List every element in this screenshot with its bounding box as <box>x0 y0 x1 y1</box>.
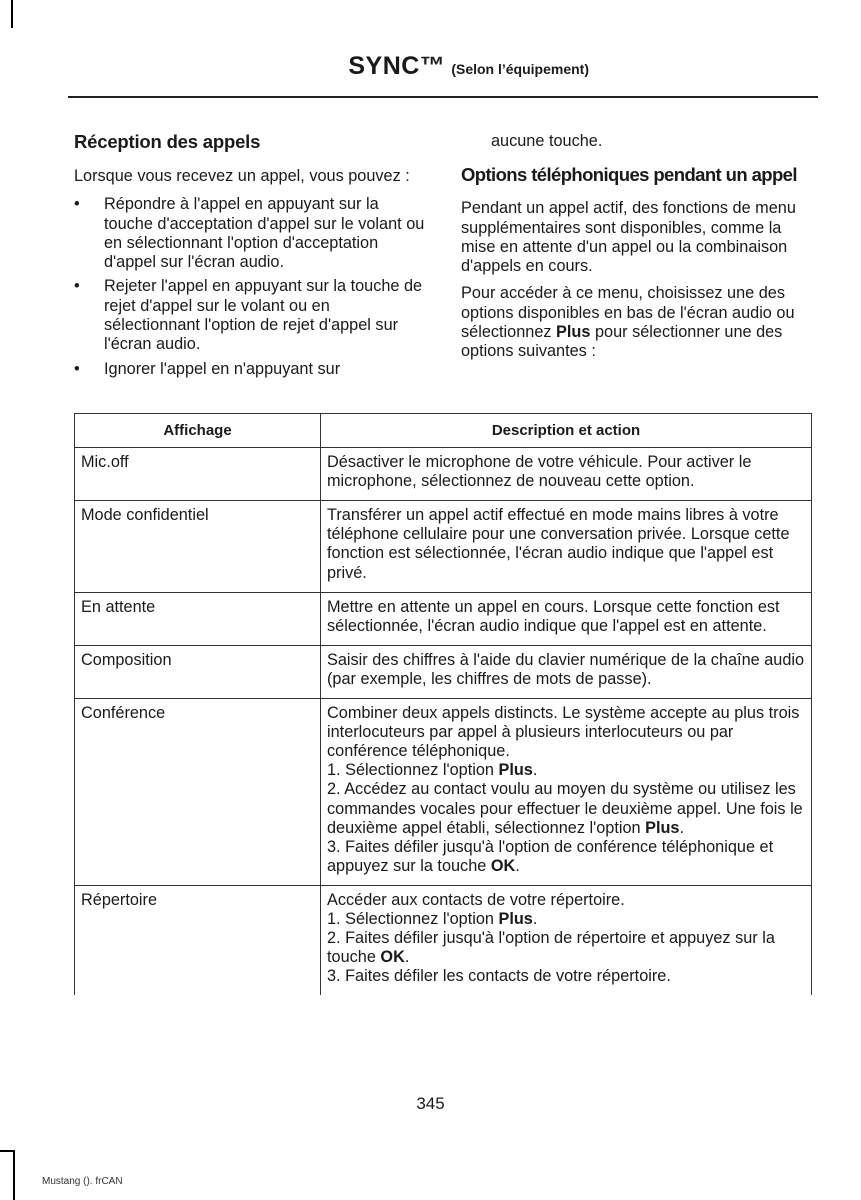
description-step: 3. Faites défiler jusqu'à l'option de conférence téléphonique et appuyez sur la touche OK. <box>327 837 774 875</box>
table-cell-description <box>321 885 812 995</box>
table-row <box>75 699 812 886</box>
table-cell-description: Transférer un appel actif effectué en mode mains libres à votre téléphone cellulaire pour une conversation privée. Lorsque cette fonction est sélectionnée, l'écran audio indique que l'appel est privé. <box>321 501 812 592</box>
list-item-text: Rejeter l'appel en appuyant sur la touche de rejet d'appel sur le volant ou en sélectionnant l'option de rejet d'appel sur l'écran audio. <box>104 277 423 354</box>
header-subtitle: (Selon l’équipement) <box>451 61 589 77</box>
section-heading-reception: Réception des appels <box>74 131 261 152</box>
intro-paragraph: Lorsque vous recevez un appel, vous pouvez : <box>74 167 410 185</box>
list-item <box>74 360 430 379</box>
table-cell-description: Désactiver le microphone de votre véhicule. Pour activer le microphone, sélectionnez de nouveau cette option. <box>321 448 812 501</box>
plus-keyword: Plus <box>645 818 680 837</box>
page-header <box>0 52 589 81</box>
continuation-text: aucune touche. <box>491 132 603 150</box>
table-cell-label: Mode confidentiel <box>75 501 321 592</box>
options-paragraph-1: Pendant un appel actif, des fonctions de menu supplémentaires sont disponibles, comme la mise en attente d'un appel ou la combinaison d'appels en cours. <box>461 199 796 276</box>
column-header-affichage: Affichage <box>75 414 321 448</box>
table-header-row <box>75 414 812 448</box>
list-item-text: Répondre à l'appel en appuyant sur la touche d'acceptation d'appel sur le volant ou en sélectionnant l'option d'acceptation d'appel sur l'écran audio. <box>104 195 425 272</box>
table-row <box>75 592 812 645</box>
column-header-description: Description et action <box>321 414 812 448</box>
footer-text: Mustang (). frCAN <box>42 1176 123 1187</box>
table-row <box>75 885 812 995</box>
table-cell-label: Conférence <box>75 699 321 886</box>
header-rule <box>68 96 818 98</box>
options-table <box>74 413 812 995</box>
table-cell-label: Mic.off <box>75 448 321 501</box>
description-line: Accéder aux contacts de votre répertoire. <box>327 890 625 909</box>
crop-mark-top-left-v <box>11 0 13 28</box>
description-line: Combiner deux appels distincts. Le système accepte au plus trois interlocuteurs par appel à plusieurs interlocuteurs ou par conférence téléphonique. <box>327 704 800 761</box>
options-paragraph-2: Pour accéder à ce menu, choisissez une des options disponibles en bas de l'écran audio ou sélectionnez Plus pour sélectionner une des options suivantes : <box>461 284 795 361</box>
plus-keyword: Plus <box>498 909 533 928</box>
table-cell-label: Composition <box>75 645 321 698</box>
crop-mark-bottom-left-v <box>13 1152 15 1200</box>
crop-mark-bottom-left-h <box>0 1150 15 1152</box>
plus-keyword: Plus <box>556 323 591 342</box>
table-row <box>75 501 812 592</box>
section-heading-options: Options téléphoniques pendant un appel <box>461 164 797 186</box>
table-row <box>75 448 812 501</box>
description-step: 2. Accédez au contact voulu au moyen du système ou utilisez les commandes vocales pour effectuer le deuxième appel. Une fois le deuxième appel établi, sélectionnez l'option Plus. <box>327 780 803 837</box>
description-step: 1. Sélectionnez l'option Plus. <box>327 761 538 780</box>
table-cell-description <box>321 699 812 886</box>
table-cell-description: Mettre en attente un appel en cours. Lorsque cette fonction est sélectionnée, l'écran audio indique que l'appel est en attente. <box>321 592 812 645</box>
list-item <box>74 277 430 354</box>
table-cell-label: Répertoire <box>75 885 321 995</box>
page-number: 345 <box>416 1094 445 1113</box>
ok-keyword: OK <box>380 948 405 967</box>
description-step: 1. Sélectionnez l'option Plus. <box>327 909 538 928</box>
right-column <box>461 132 817 362</box>
table-cell-description: Saisir des chiffres à l'aide du clavier numérique de la chaîne audio (par exemple, les chiffres de mots de passe). <box>321 645 812 698</box>
ok-keyword: OK <box>490 856 516 875</box>
bullet-icon: • <box>74 277 80 296</box>
options-list <box>74 195 430 379</box>
plus-keyword: Plus <box>498 761 533 780</box>
bullet-icon: • <box>74 195 80 214</box>
table-row <box>75 645 812 698</box>
description-step: 2. Faites défiler jusqu'à l'option de répertoire et appuyez sur la touche OK. <box>327 929 775 967</box>
left-column <box>74 132 430 384</box>
description-step: 3. Faites défiler les contacts de votre répertoire. <box>327 967 671 986</box>
bullet-icon: • <box>74 359 80 378</box>
header-title: SYNC™ <box>348 52 446 80</box>
list-item-text: Ignorer l'appel en n'appuyant sur <box>104 359 341 378</box>
list-item <box>74 195 430 272</box>
table-cell-label: En attente <box>75 592 321 645</box>
